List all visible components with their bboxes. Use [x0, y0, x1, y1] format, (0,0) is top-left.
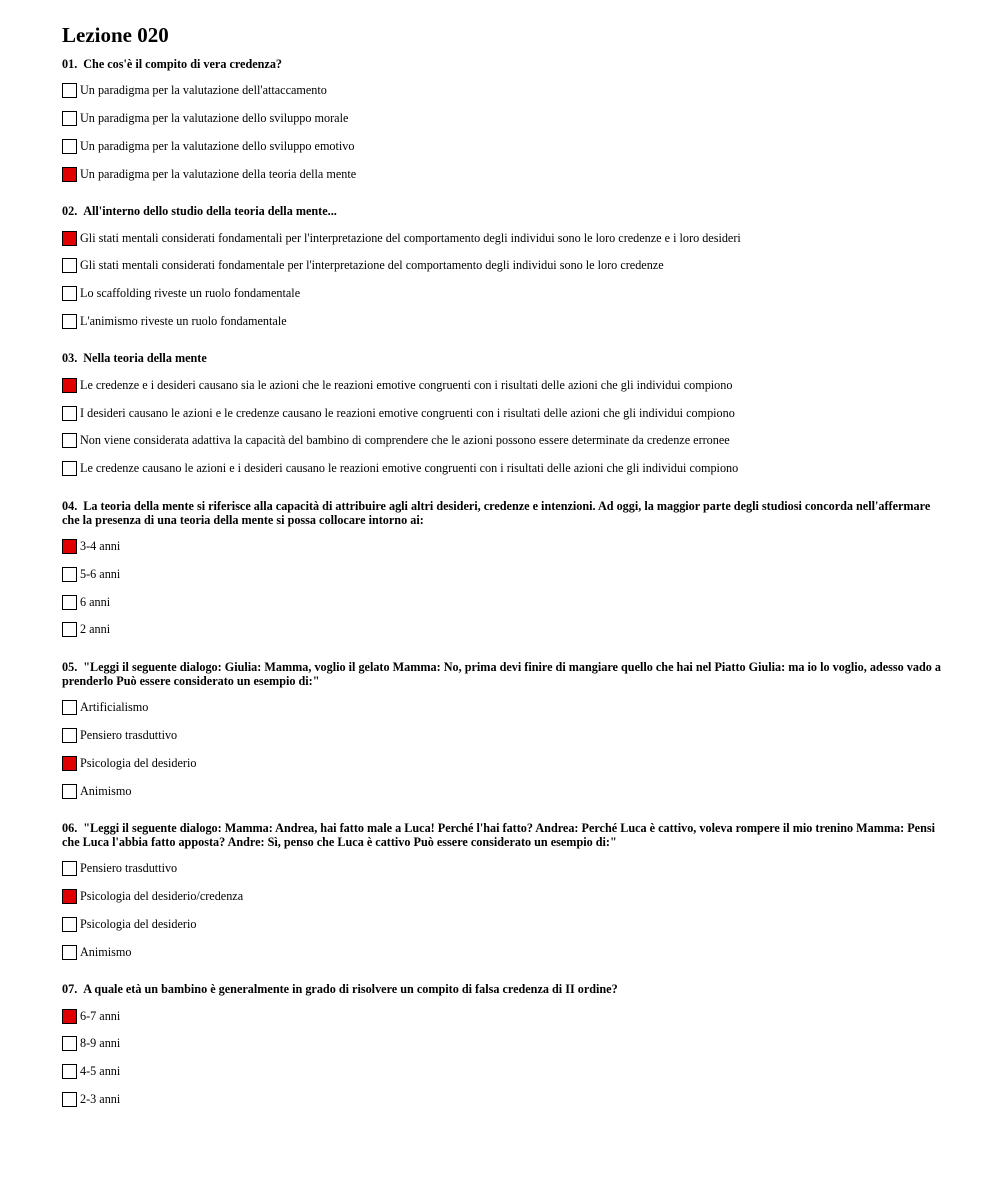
- answer-option[interactable]: [62, 1030, 942, 1058]
- checkbox-checked[interactable]: [62, 378, 77, 393]
- question-list: [62, 57, 942, 1113]
- answer-option[interactable]: [62, 777, 942, 805]
- answer-option[interactable]: [62, 399, 942, 427]
- answer-option[interactable]: [62, 252, 942, 280]
- answer-option[interactable]: [62, 883, 942, 911]
- answer-option[interactable]: [62, 427, 942, 455]
- question-05: [62, 660, 942, 805]
- answer-option[interactable]: [62, 722, 942, 750]
- answer-option[interactable]: [62, 1002, 942, 1030]
- answer-option[interactable]: [62, 105, 942, 133]
- checkbox[interactable]: [62, 406, 77, 421]
- answer-label: L'animismo riveste un ruolo fondamentale: [80, 313, 287, 328]
- answer-option[interactable]: [62, 588, 942, 616]
- answer-option[interactable]: [62, 938, 942, 966]
- quiz-page: [62, 22, 942, 1129]
- answer-label: 2-3 anni: [80, 1091, 121, 1106]
- answer-label: Le credenze causano le azioni e i desideri causano le reazioni emotive congruenti con i risultati delle azioni che gli individui compiono: [80, 461, 739, 476]
- checkbox-checked[interactable]: [62, 539, 77, 554]
- answer-label: Un paradigma per la valutazione dello sviluppo morale: [80, 111, 349, 126]
- answer-label: Un paradigma per la valutazione della teoria della mente: [80, 166, 357, 181]
- answer-option[interactable]: [62, 1058, 942, 1086]
- answer-option[interactable]: [62, 560, 942, 588]
- question-prompt: A quale età un bambino è generalmente in grado di risolvere un compito di falsa credenza di II ordine?: [83, 982, 618, 997]
- answer-label: Pensiero trasduttivo: [80, 861, 178, 876]
- question-prompt: La teoria della mente si riferisce alla capacità di attribuire agli altri desideri, credenze e intenzioni. Ad oggi, la maggior parte degli studiosi concorda nell'affermare che la presenza di una teoria della mente si possa collocare intorno ai:: [62, 498, 931, 527]
- question-text: [62, 821, 942, 849]
- checkbox-checked[interactable]: [62, 756, 77, 771]
- question-06: [62, 821, 942, 966]
- checkbox[interactable]: [62, 945, 77, 960]
- answer-option[interactable]: [62, 749, 942, 777]
- answer-label: 6 anni: [80, 594, 111, 609]
- answer-label: I desideri causano le azioni e le credenze causano le reazioni emotive congruenti con i risultati delle azioni che gli individui compiono: [80, 405, 735, 420]
- answer-option[interactable]: [62, 77, 942, 105]
- checkbox[interactable]: [62, 861, 77, 876]
- answer-label: 8-9 anni: [80, 1036, 121, 1051]
- answer-label: Un paradigma per la valutazione dell'attaccamento: [80, 83, 327, 98]
- question-text: [62, 57, 942, 71]
- question-prompt: "Leggi il seguente dialogo: Mamma: Andrea, hai fatto male a Luca! Perché l'hai fatto? Andrea: Perché Luca è cattivo, voleva rompere il mio trenino Mamma: Pensi che Luca l'abbia fatto apposta? Andre: Sì, penso che Luca è cattivo Può essere considerato un esempio di:": [62, 820, 935, 849]
- question-prompt: Nella teoria della mente: [83, 351, 207, 366]
- answer-label: Animismo: [80, 783, 132, 798]
- checkbox[interactable]: [62, 1064, 77, 1079]
- answer-label: Psicologia del desiderio/credenza: [80, 889, 244, 904]
- answer-label: Animismo: [80, 944, 132, 959]
- answer-option[interactable]: [62, 308, 942, 336]
- question-number: 03.: [62, 351, 78, 366]
- checkbox-checked[interactable]: [62, 1009, 77, 1024]
- checkbox[interactable]: [62, 917, 77, 932]
- question-number: 04.: [62, 498, 78, 513]
- answer-option[interactable]: [62, 1086, 942, 1114]
- checkbox[interactable]: [62, 700, 77, 715]
- question-text: [62, 660, 942, 688]
- answer-option[interactable]: [62, 224, 942, 252]
- checkbox-checked[interactable]: [62, 889, 77, 904]
- question-number: 07.: [62, 982, 78, 997]
- checkbox[interactable]: [62, 1092, 77, 1107]
- answer-label: Non viene considerata adattiva la capacità del bambino di comprendere che le azioni possono essere determinate da credenze erronee: [80, 433, 730, 448]
- answer-option[interactable]: [62, 160, 942, 188]
- checkbox-checked[interactable]: [62, 167, 77, 182]
- checkbox[interactable]: [62, 622, 77, 637]
- question-prompt: All'interno dello studio della teoria della mente...: [83, 204, 337, 219]
- checkbox[interactable]: [62, 111, 77, 126]
- checkbox[interactable]: [62, 784, 77, 799]
- answer-label: Pensiero trasduttivo: [80, 727, 178, 742]
- question-02: [62, 204, 942, 335]
- checkbox[interactable]: [62, 258, 77, 273]
- answer-label: Gli stati mentali considerati fondamentali per l'interpretazione del comportamento degli individui sono le loro credenze e i loro desideri: [80, 230, 741, 245]
- checkbox[interactable]: [62, 83, 77, 98]
- answer-option[interactable]: [62, 533, 942, 561]
- answer-option[interactable]: [62, 616, 942, 644]
- checkbox-checked[interactable]: [62, 231, 77, 246]
- question-number: 05.: [62, 659, 78, 674]
- question-text: [62, 982, 942, 996]
- answer-label: Lo scaffolding riveste un ruolo fondamentale: [80, 286, 301, 301]
- question-01: [62, 57, 942, 188]
- checkbox[interactable]: [62, 595, 77, 610]
- checkbox[interactable]: [62, 1036, 77, 1051]
- answer-label: Un paradigma per la valutazione dello sviluppo emotivo: [80, 138, 355, 153]
- answer-label: 5-6 anni: [80, 566, 121, 581]
- answer-label: 4-5 anni: [80, 1064, 121, 1079]
- checkbox[interactable]: [62, 314, 77, 329]
- question-prompt: Che cos'è il compito di vera credenza?: [83, 57, 283, 71]
- question-text: [62, 204, 942, 218]
- question-prompt: "Leggi il seguente dialogo: Giulia: Mamma, voglio il gelato Mamma: No, prima devi finire di mangiare quello che hai nel Piatto Giulia: ma io lo voglio, adesso vado a prenderlo Può essere considerato un esempio di:": [62, 659, 941, 688]
- answer-label: Artificialismo: [80, 700, 149, 715]
- question-number: 06.: [62, 820, 78, 835]
- question-text: [62, 499, 942, 527]
- question-number: 02.: [62, 204, 78, 219]
- answer-option[interactable]: [62, 455, 942, 483]
- checkbox[interactable]: [62, 433, 77, 448]
- answer-label: 3-4 anni: [80, 538, 121, 553]
- answer-option[interactable]: [62, 371, 942, 399]
- answer-label: Le credenze e i desideri causano sia le azioni che le reazioni emotive congruenti con i risultati delle azioni che gli individui compiono: [80, 377, 733, 392]
- answer-option[interactable]: [62, 694, 942, 722]
- answer-option[interactable]: [62, 280, 942, 308]
- question-03: [62, 351, 942, 482]
- answer-label: Psicologia del desiderio: [80, 755, 197, 770]
- answer-label: Psicologia del desiderio: [80, 916, 197, 931]
- answer-label: 6-7 anni: [80, 1008, 121, 1023]
- question-text: [62, 351, 942, 365]
- question-07: [62, 982, 942, 1113]
- answer-option[interactable]: [62, 911, 942, 939]
- question-04: [62, 499, 942, 644]
- answer-option[interactable]: [62, 855, 942, 883]
- checkbox[interactable]: [62, 286, 77, 301]
- answer-label: Gli stati mentali considerati fondamentale per l'interpretazione del comportamento degli individui sono le loro credenze: [80, 258, 664, 273]
- answer-label: 2 anni: [80, 622, 111, 637]
- checkbox[interactable]: [62, 139, 77, 154]
- checkbox[interactable]: [62, 461, 77, 476]
- answer-option[interactable]: [62, 133, 942, 161]
- page-title: Lezione 020: [62, 23, 169, 47]
- question-number: 01.: [62, 57, 78, 71]
- checkbox[interactable]: [62, 567, 77, 582]
- checkbox[interactable]: [62, 728, 77, 743]
